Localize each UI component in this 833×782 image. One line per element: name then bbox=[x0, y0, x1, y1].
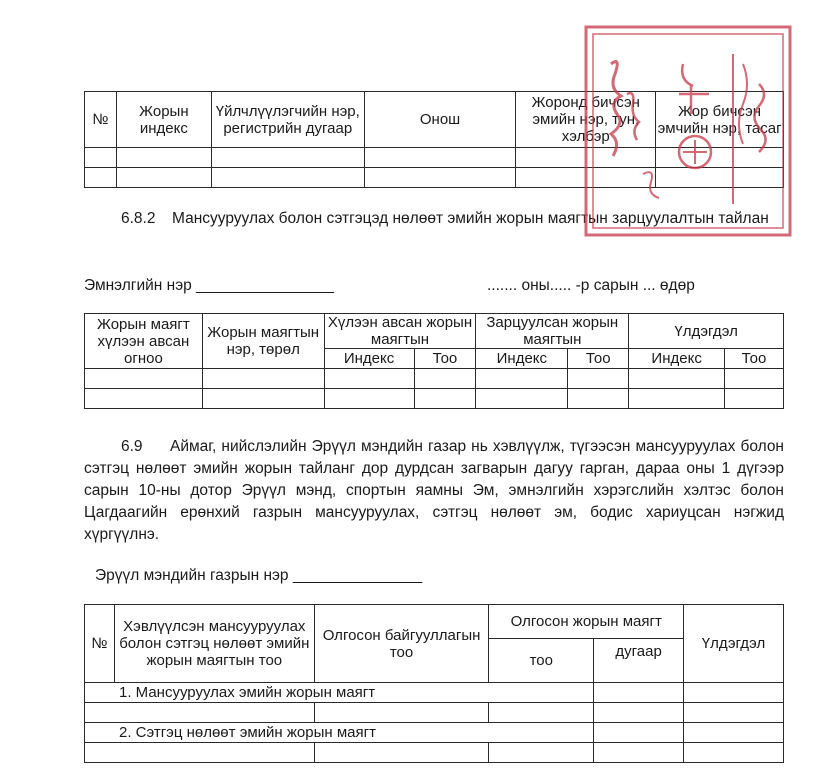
col-doctor: Жор бичсэн эмчийн нэр, тасаг bbox=[656, 92, 784, 148]
col-number: № bbox=[85, 92, 117, 148]
sub-index: Индекс bbox=[629, 349, 725, 369]
col-patient: Үйлчлүүлэгчийн нэр, регистрийн дугаар bbox=[211, 92, 364, 148]
section-paragraph bbox=[84, 436, 784, 546]
col-form-name: Жорын маягтын нэр, төрөл bbox=[202, 314, 324, 369]
col-printed-forms: Хэвлүүлсэн мансууруулах болон сэтгэц нөлөөт эмийн жорын маягтын тоо bbox=[114, 605, 314, 683]
sub-count: Тоо bbox=[414, 349, 476, 369]
hospital-name-label: Эмнэлгийн нэр ________________ bbox=[84, 277, 334, 294]
col-medicine: Жоронд бичсэн эмийн нэр, тун, хэлбэр bbox=[516, 92, 656, 148]
col-received: Хүлээн авсан жорын маягтын bbox=[324, 314, 476, 349]
col-balance: Үлдэгдэл bbox=[684, 605, 784, 683]
official-stamp bbox=[583, 24, 793, 238]
section-number: 6.8.2 bbox=[121, 210, 156, 227]
row-psychotropic-forms: 2. Сэтгэц нөлөөт эмийн жорын маягт bbox=[85, 723, 594, 743]
col-index: Жорын индекс bbox=[116, 92, 211, 148]
row-narcotic-forms: 1. Мансууруулах эмийн жорын маягт bbox=[85, 683, 594, 703]
table-row bbox=[85, 389, 784, 409]
sub-count: тоо bbox=[489, 639, 594, 683]
col-issued-forms: Олгосон жорын маягт bbox=[489, 605, 684, 639]
paragraph-text: Аймаг, нийслэлийн Эрүүл мэндийн газар нь хэвлүүлж, түгээсэн мансууруулах болон сэтгэц нөлөөт эмийн жорын тайланг дор дурдсан загварын дагуу гарган, дараа оны 1 дүгээр сарын 10-ны дотор Эрүүл мэнд, спортын яамны Эм, эмнэлгийн хэрэгслийн хэлтэс болон Цагдаагийн ерөнхий газрын мансууруулах, сэтгэц нөлөөт эм, бодис хариуцсан нэгжид хүргүүлнэ. bbox=[84, 438, 784, 543]
col-organizations: Олгосон байгууллагын тоо bbox=[314, 605, 489, 683]
summary-table bbox=[84, 604, 784, 763]
col-number: № bbox=[85, 605, 115, 683]
section-heading: Мансууруулах болон сэтгэцэд нөлөөт эмийн жорын маягтын зарцуулалтын тайлан bbox=[172, 210, 769, 227]
table-row bbox=[85, 703, 784, 723]
sub-count: Тоо bbox=[568, 349, 629, 369]
health-dept-label: Эрүүл мэндийн газрын нэр _______________ bbox=[95, 567, 423, 584]
sub-index: Индекс bbox=[324, 349, 414, 369]
sub-number: дугаар bbox=[594, 639, 684, 683]
report-date: ....... оны..... -р сарын ... өдөр bbox=[487, 277, 695, 294]
col-used: Зарцуулсан жорын маягтын bbox=[476, 314, 629, 349]
col-received-date: Жорын маягт хүлээн авсан огноо bbox=[85, 314, 203, 369]
table-row bbox=[85, 369, 784, 389]
col-diagnosis: Онош bbox=[364, 92, 516, 148]
table-row bbox=[85, 743, 784, 763]
section-number: 6.9 bbox=[121, 438, 143, 455]
col-balance: Үлдэгдэл bbox=[629, 314, 784, 349]
form-usage-table bbox=[84, 313, 784, 409]
sub-count: Тоо bbox=[725, 349, 784, 369]
sub-index: Индекс bbox=[476, 349, 568, 369]
